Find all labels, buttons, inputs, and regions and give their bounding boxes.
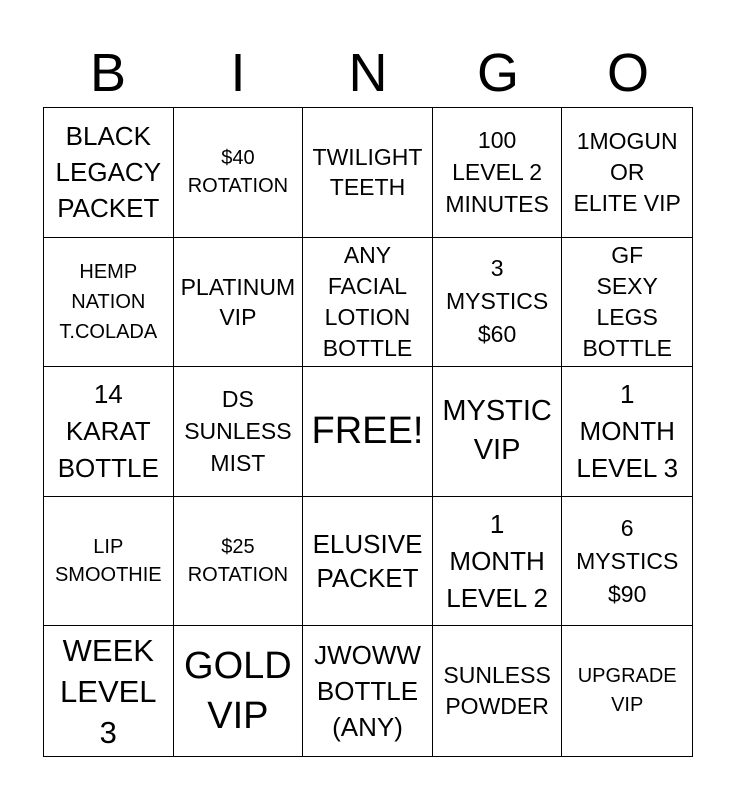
bingo-cell[interactable] (433, 238, 563, 368)
bingo-cell-label: WEEK LEVEL 3 (60, 632, 157, 750)
bingo-cell[interactable] (562, 367, 692, 497)
bingo-cell[interactable] (44, 238, 174, 368)
bingo-cell-label: $40 ROTATION (187, 147, 289, 198)
free-space-cell[interactable] (303, 367, 433, 497)
bingo-cell-label: SUNLESS POWDER (443, 662, 551, 720)
bingo-cell-label: $25 ROTATION (187, 536, 289, 587)
bingo-cell-label: JWOWW BOTTLE (ANY) (314, 640, 421, 743)
bingo-cell[interactable] (562, 108, 692, 238)
header-letter-o: O (606, 43, 649, 103)
header-letter-g: G (476, 43, 519, 103)
bingo-cell[interactable] (303, 497, 433, 627)
bingo-cell-label: 1MOGUN OR ELITE VIP (573, 127, 681, 216)
bingo-cell-label: GOLD VIP (184, 645, 292, 738)
bingo-cell-label: DS SUNLESS MIST (184, 386, 292, 477)
bingo-cell-label: 3 MYSTICS $60 (445, 255, 549, 348)
bingo-cell-label: ANY FACIAL LOTION BOTTLE (322, 241, 413, 361)
header-letter-n: N (348, 43, 388, 103)
bingo-cell-label: 14 KARAT BOTTLE (57, 378, 159, 483)
bingo-cell-label: BLACK LEGACY PACKET (55, 121, 162, 224)
bingo-cell-label: GF SEXY LEGS BOTTLE (582, 241, 672, 361)
bingo-cell-label: 100 LEVEL 2 MINUTES (445, 127, 549, 218)
bingo-cell[interactable] (562, 497, 692, 627)
bingo-cell-label: LIP SMOOTHIE (54, 536, 162, 587)
bingo-cell-label: PLATINUM VIP (180, 273, 296, 330)
bingo-cell[interactable] (562, 626, 692, 756)
bingo-cell[interactable] (44, 367, 174, 497)
bingo-cell[interactable] (433, 497, 563, 627)
bingo-cell[interactable] (174, 626, 304, 756)
bingo-cell[interactable] (174, 108, 304, 238)
header-letter-i: I (230, 43, 246, 103)
bingo-cell[interactable] (433, 626, 563, 756)
bingo-cell-label: 1 MONTH LEVEL 3 (576, 378, 679, 483)
bingo-cell[interactable] (303, 626, 433, 756)
bingo-cell-label: UPGRADE VIP (577, 665, 677, 717)
bingo-cell-label: TWILIGHT TEETH (312, 144, 423, 201)
bingo-cell[interactable] (433, 367, 563, 497)
bingo-cell-label: HEMP NATION T.COLADA (59, 260, 158, 343)
bingo-cell[interactable] (174, 497, 304, 627)
bingo-header (43, 40, 693, 106)
bingo-cell[interactable] (433, 108, 563, 238)
bingo-cell[interactable] (174, 367, 304, 497)
bingo-cell[interactable] (174, 238, 304, 368)
bingo-cell-label: ELUSIVE PACKET (312, 529, 423, 594)
bingo-board (43, 107, 693, 757)
header-letter-b: B (89, 43, 127, 103)
bingo-cell[interactable] (44, 626, 174, 756)
bingo-cell-label: 6 MYSTICS $90 (576, 514, 679, 607)
bingo-cell-label: FREE! (311, 410, 424, 453)
bingo-cell[interactable] (44, 108, 174, 238)
bingo-cell[interactable] (44, 497, 174, 627)
bingo-cell-label: 1 MONTH LEVEL 2 (446, 508, 548, 613)
bingo-cell[interactable] (562, 238, 692, 368)
bingo-cell-label: MYSTIC VIP (442, 395, 552, 467)
bingo-cell[interactable] (303, 108, 433, 238)
bingo-cell[interactable] (303, 238, 433, 368)
